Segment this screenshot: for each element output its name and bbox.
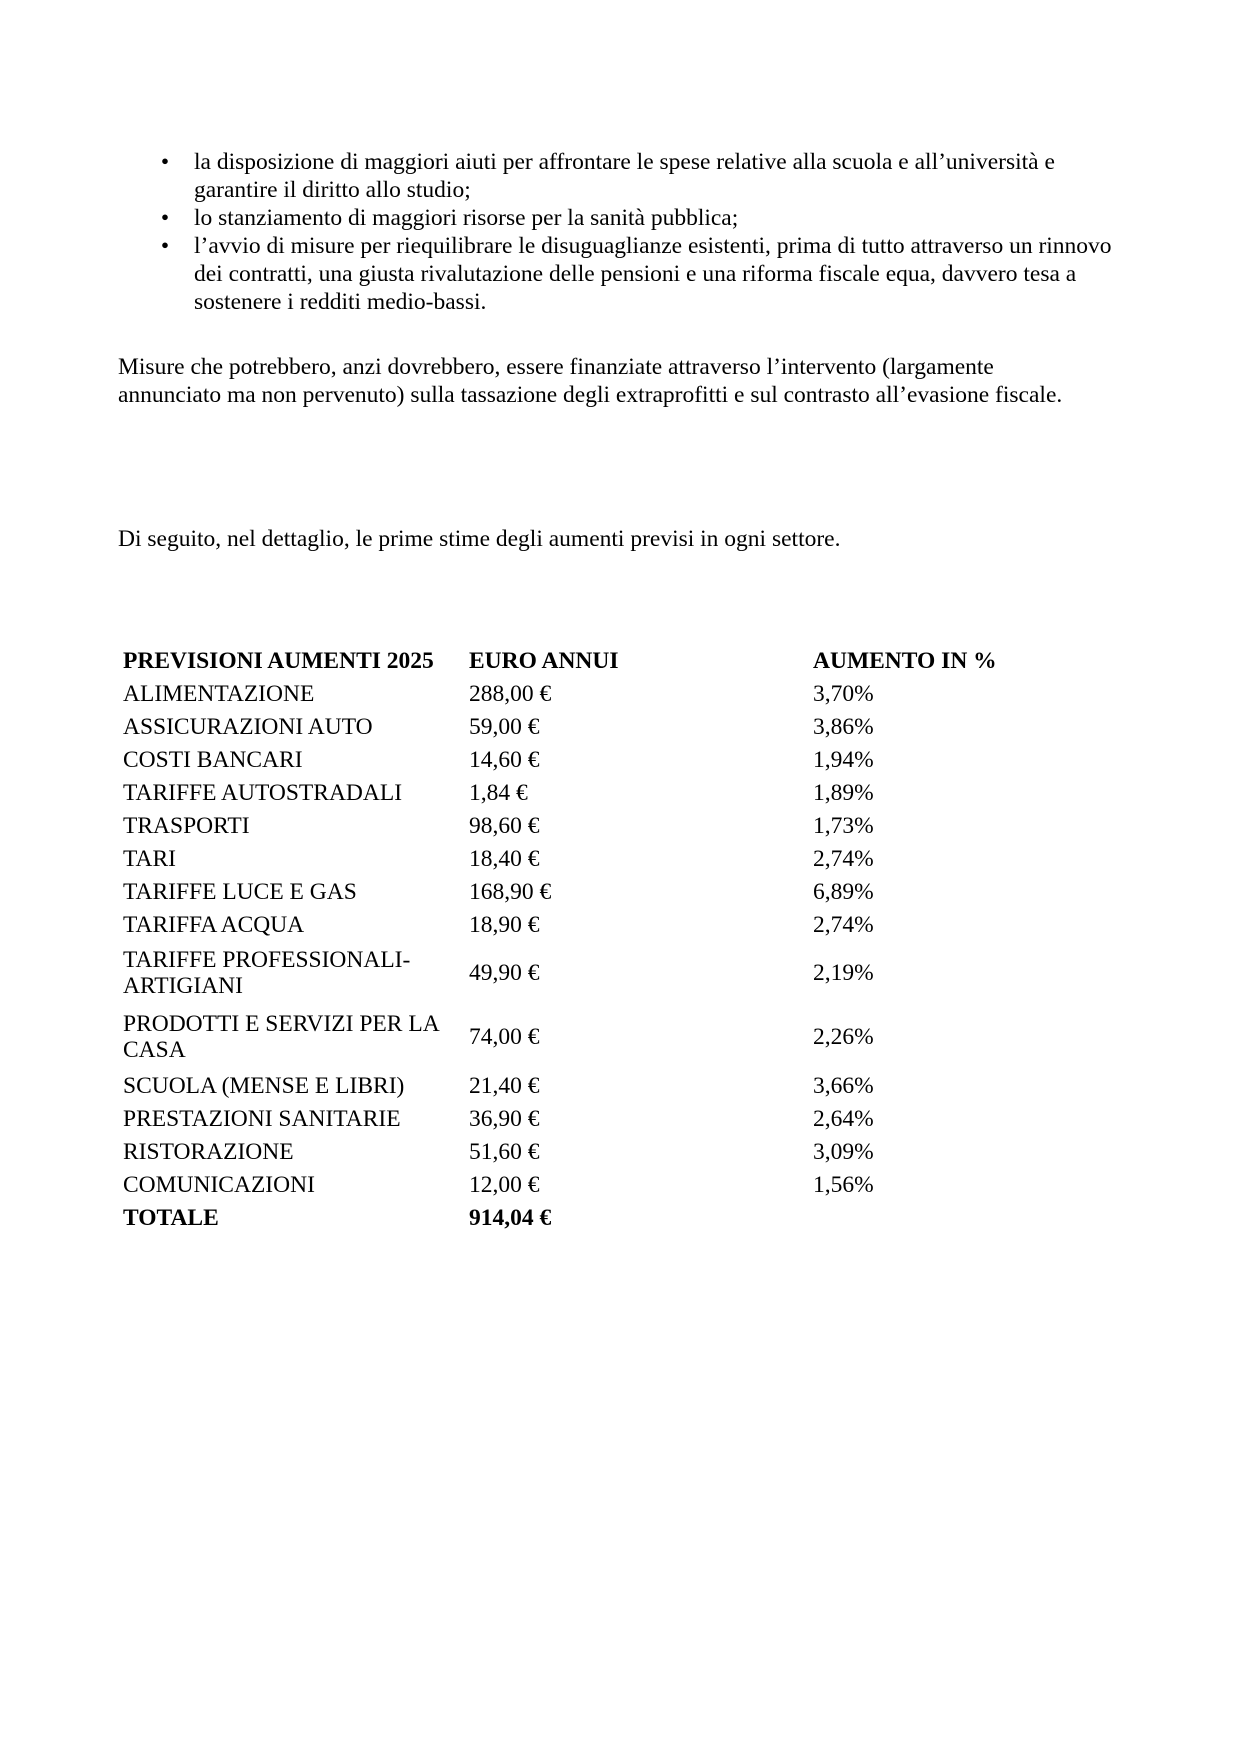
sector-cell: COSTI BANCARI bbox=[123, 746, 303, 773]
percent-cell: 3,09% bbox=[813, 1138, 874, 1165]
percent-cell: 2,64% bbox=[813, 1105, 874, 1132]
sector-cell: TARIFFE AUTOSTRADALI bbox=[123, 779, 403, 806]
sector-cell: TARIFFE PROFESSIONALI-ARTIGIANI bbox=[123, 947, 411, 999]
euro-cell: 18,40 € bbox=[469, 845, 540, 872]
sector-cell: COMUNICAZIONI bbox=[123, 1171, 315, 1198]
percent-cell: 1,89% bbox=[813, 779, 874, 806]
table-total-row bbox=[117, 1201, 1047, 1234]
table-header-row bbox=[117, 644, 1047, 677]
percent-cell: 1,56% bbox=[813, 1171, 874, 1198]
euro-cell: 51,60 € bbox=[469, 1138, 540, 1165]
sector-cell: SCUOLA (MENSE E LIBRI) bbox=[123, 1072, 405, 1099]
euro-cell: 12,00 € bbox=[469, 1171, 540, 1198]
euro-cell: 1,84 € bbox=[469, 779, 528, 806]
percent-cell: 2,74% bbox=[813, 845, 874, 872]
bullet-text: la disposizione di maggiori aiuti per affrontare le spese relative alla scuola e all’università e garantire il diritto allo studio; bbox=[194, 149, 1055, 203]
table-row bbox=[117, 1102, 1047, 1135]
total-label-cell: TOTALE bbox=[123, 1204, 219, 1231]
percent-cell: 1,73% bbox=[813, 812, 874, 839]
header-sector: PREVISIONI AUMENTI 2025 bbox=[123, 647, 434, 674]
bullet-icon: • bbox=[160, 205, 170, 231]
bullet-item bbox=[118, 148, 1128, 204]
header-euro: EURO ANNUI bbox=[469, 647, 619, 674]
table-intro-paragraph: Di seguito, nel dettaglio, le prime stime degli aumenti previsi in ogni settore. bbox=[118, 526, 841, 552]
euro-cell: 168,90 € bbox=[469, 878, 552, 905]
table-row bbox=[117, 677, 1047, 710]
percent-cell: 3,70% bbox=[813, 680, 874, 707]
euro-cell: 14,60 € bbox=[469, 746, 540, 773]
header-percent: AUMENTO IN % bbox=[813, 647, 997, 674]
sector-cell: ALIMENTAZIONE bbox=[123, 680, 315, 707]
table-row bbox=[117, 809, 1047, 842]
percent-cell: 1,94% bbox=[813, 746, 874, 773]
sector-cell: PRESTAZIONI SANITARIE bbox=[123, 1105, 401, 1132]
euro-cell: 74,00 € bbox=[469, 1024, 540, 1050]
bullet-item bbox=[118, 204, 1128, 232]
table-row bbox=[117, 908, 1047, 941]
euro-cell: 36,90 € bbox=[469, 1105, 540, 1132]
euro-cell: 49,90 € bbox=[469, 960, 540, 986]
euro-cell: 21,40 € bbox=[469, 1072, 540, 1099]
percent-cell: 2,19% bbox=[813, 960, 874, 986]
table-row bbox=[117, 1005, 1047, 1069]
sector-cell: RISTORAZIONE bbox=[123, 1138, 294, 1165]
table-row bbox=[117, 710, 1047, 743]
table-row bbox=[117, 776, 1047, 809]
bullet-text: lo stanziamento di maggiori risorse per la sanità pubblica; bbox=[194, 205, 739, 231]
percent-cell: 6,89% bbox=[813, 878, 874, 905]
euro-cell: 18,90 € bbox=[469, 911, 540, 938]
table-row bbox=[117, 875, 1047, 908]
bullet-icon: • bbox=[160, 149, 170, 175]
table-row bbox=[117, 1069, 1047, 1102]
price-increase-table bbox=[117, 644, 1047, 1234]
sector-cell: ASSICURAZIONI AUTO bbox=[123, 713, 373, 740]
percent-cell: 3,86% bbox=[813, 713, 874, 740]
euro-cell: 288,00 € bbox=[469, 680, 552, 707]
euro-cell: 98,60 € bbox=[469, 812, 540, 839]
table-row bbox=[117, 1168, 1047, 1201]
bullet-icon: • bbox=[160, 233, 170, 259]
table-row bbox=[117, 743, 1047, 776]
sector-cell: TRASPORTI bbox=[123, 812, 250, 839]
sector-cell: TARIFFE LUCE E GAS bbox=[123, 878, 357, 905]
sector-cell: TARIFFA ACQUA bbox=[123, 911, 305, 938]
percent-cell: 3,66% bbox=[813, 1072, 874, 1099]
table-row bbox=[117, 941, 1047, 1005]
sector-cell: TARI bbox=[123, 845, 176, 872]
percent-cell: 2,74% bbox=[813, 911, 874, 938]
bullet-text: l’avvio di misure per riequilibrare le disuguaglianze esistenti, prima di tutto attraverso un rinnovo dei contratti, una giusta rivalutazione delle pensioni e una riforma fiscale equa, davvero tesa a sostenere i redditi medio-bassi. bbox=[194, 233, 1112, 315]
total-euro-cell: 914,04 € bbox=[469, 1204, 552, 1231]
table-row bbox=[117, 842, 1047, 875]
sector-cell: PRODOTTI E SERVIZI PER LA CASA bbox=[123, 1011, 439, 1063]
bullet-item bbox=[118, 232, 1128, 316]
percent-cell: 2,26% bbox=[813, 1024, 874, 1050]
total-percent-cell bbox=[807, 1201, 1047, 1234]
euro-cell: 59,00 € bbox=[469, 713, 540, 740]
bullet-list bbox=[118, 148, 1128, 316]
funding-paragraph: Misure che potrebbero, anzi dovrebbero, essere finanziate attraverso l’intervento (largamente annunciato ma non pervenuto) sulla tassazione degli extraprofitti e sul contrasto all’evasione fiscale. bbox=[118, 354, 1063, 408]
table-row bbox=[117, 1135, 1047, 1168]
